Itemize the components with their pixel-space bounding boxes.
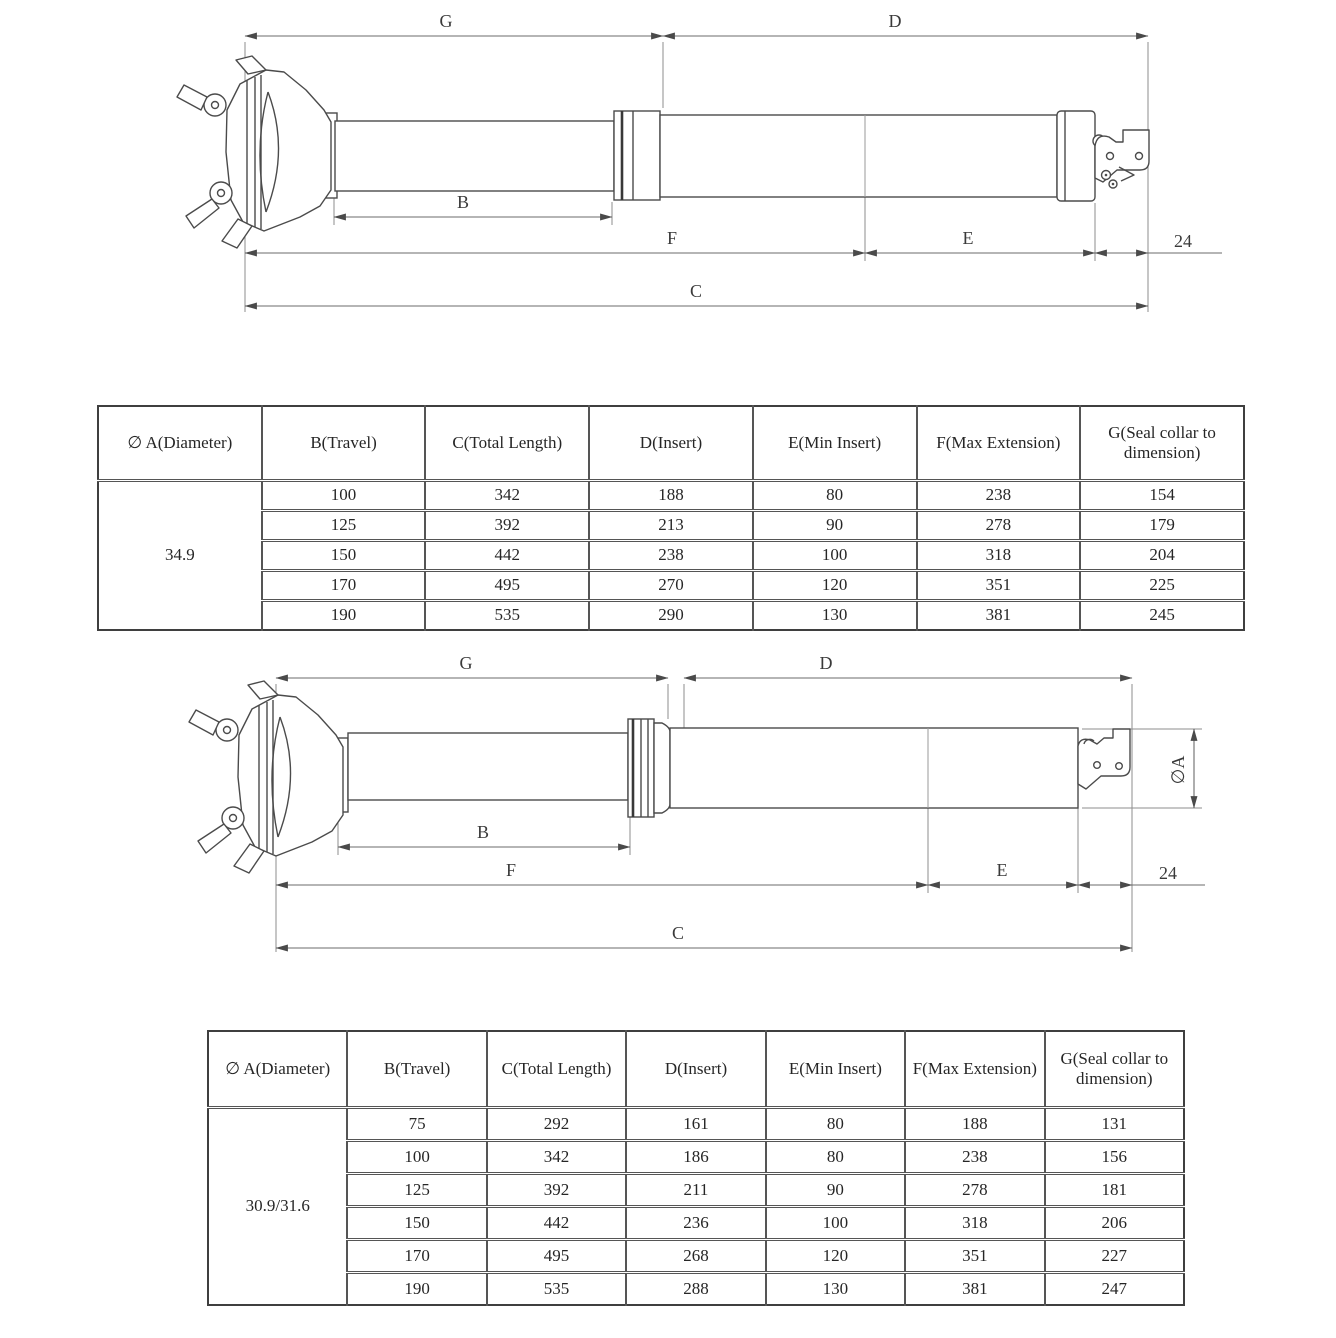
dim-label-D: D xyxy=(888,11,902,31)
seatpost-body xyxy=(318,719,1078,817)
table-row xyxy=(208,1174,1184,1207)
cell: 535 xyxy=(487,1273,626,1306)
cell: 495 xyxy=(487,1240,626,1273)
bolt-hole xyxy=(1094,762,1101,769)
dim-label-G: G xyxy=(459,653,473,673)
cell: 238 xyxy=(905,1141,1044,1174)
saddle-clamp-head xyxy=(189,681,343,873)
col-header-seal-collar: G(Seal collar to dimension) xyxy=(1045,1031,1184,1108)
lower-tube xyxy=(670,728,1078,808)
col-header-min-insert: E(Min Insert) xyxy=(753,406,917,481)
seal-collar-taper xyxy=(654,723,670,813)
cell: 154 xyxy=(1080,481,1244,511)
table-row xyxy=(208,1108,1184,1141)
diameter-value: 30.9/31.6 xyxy=(245,1196,310,1216)
table-row xyxy=(98,601,1244,631)
cell: 392 xyxy=(487,1174,626,1207)
cell: 90 xyxy=(766,1174,905,1207)
dim-label-D: D xyxy=(819,653,833,673)
cable-actuator xyxy=(1078,729,1130,789)
cell: 442 xyxy=(487,1207,626,1240)
dim-label-F: F xyxy=(666,228,678,248)
table-row xyxy=(208,1141,1184,1174)
cell: 213 xyxy=(589,511,753,541)
rail-arm-lower xyxy=(186,199,219,228)
col-header-total-length: C(Total Length) xyxy=(487,1031,626,1108)
cell: 130 xyxy=(753,601,917,631)
spec-table-header xyxy=(98,406,1244,481)
cell: 268 xyxy=(626,1240,765,1273)
bolt-hole xyxy=(1107,153,1114,160)
table-row xyxy=(98,481,1244,511)
cell: 238 xyxy=(917,481,1081,511)
table-row xyxy=(208,1207,1184,1240)
cell: 170 xyxy=(347,1240,486,1273)
dim-label-24: 24 xyxy=(1174,231,1192,251)
cell: 238 xyxy=(589,541,753,571)
col-header-max-extension: F(Max Extension) xyxy=(917,406,1081,481)
cell: 318 xyxy=(917,541,1081,571)
cell: 170 xyxy=(262,571,426,601)
cell: 211 xyxy=(626,1174,765,1207)
cell: 80 xyxy=(766,1141,905,1174)
diameter-value: 34.9 xyxy=(164,545,195,565)
cell: 179 xyxy=(1080,511,1244,541)
cell: 120 xyxy=(753,571,917,601)
dim-label-B: B xyxy=(456,192,470,212)
seatpost-diagram-top xyxy=(0,0,1336,360)
cell: 278 xyxy=(905,1174,1044,1207)
cell: 190 xyxy=(347,1273,486,1306)
cell: 225 xyxy=(1080,571,1244,601)
cell: 342 xyxy=(487,1141,626,1174)
col-header-diameter: ∅ A(Diameter) xyxy=(208,1031,347,1108)
saddle-clamp-head xyxy=(177,56,331,248)
rail-arm-upper xyxy=(177,85,207,110)
cell: 181 xyxy=(1045,1174,1184,1207)
cell: 100 xyxy=(262,481,426,511)
end-collar xyxy=(1057,111,1095,201)
cell: 381 xyxy=(917,601,1081,631)
spec-table-30-9-31-6 xyxy=(207,1030,1185,1306)
cell: 100 xyxy=(753,541,917,571)
cell: 188 xyxy=(589,481,753,511)
dim-label-diameter-A: ∅A xyxy=(1168,755,1188,785)
rail-arm-lower xyxy=(198,824,231,853)
dim-label-E: E xyxy=(962,228,974,248)
cell: 120 xyxy=(766,1240,905,1273)
cell: 270 xyxy=(589,571,753,601)
cell: 80 xyxy=(766,1108,905,1141)
col-header-travel: B(Travel) xyxy=(347,1031,486,1108)
table-row xyxy=(98,511,1244,541)
cell: 245 xyxy=(1080,601,1244,631)
cell: 150 xyxy=(347,1207,486,1240)
extension-lines xyxy=(276,684,1202,952)
cell: 186 xyxy=(626,1141,765,1174)
dim-label-24: 24 xyxy=(1159,863,1177,883)
cell: 131 xyxy=(1045,1108,1184,1141)
col-header-travel: B(Travel) xyxy=(262,406,426,481)
cell: 90 xyxy=(753,511,917,541)
dim-label-F: F xyxy=(505,860,517,880)
cell: 381 xyxy=(905,1273,1044,1306)
col-header-diameter: ∅ A(Diameter) xyxy=(98,406,262,481)
dim-label-C: C xyxy=(671,923,685,943)
table-row xyxy=(98,541,1244,571)
cell: 190 xyxy=(262,601,426,631)
cell: 288 xyxy=(626,1273,765,1306)
col-header-max-extension: F(Max Extension) xyxy=(905,1031,1044,1108)
col-header-insert: D(Insert) xyxy=(589,406,753,481)
dim-label-B: B xyxy=(476,822,490,842)
col-header-insert: D(Insert) xyxy=(626,1031,765,1108)
cell: 125 xyxy=(262,511,426,541)
table-row xyxy=(98,571,1244,601)
cell: 318 xyxy=(905,1207,1044,1240)
lower-tube xyxy=(660,115,1057,197)
spec-table-34-9 xyxy=(97,405,1245,631)
cell: 150 xyxy=(262,541,426,571)
clamp-top-tab xyxy=(236,56,266,74)
cell: 236 xyxy=(626,1207,765,1240)
cell: 392 xyxy=(425,511,589,541)
cell: 247 xyxy=(1045,1273,1184,1306)
cell: 342 xyxy=(425,481,589,511)
clamp-top-tab xyxy=(248,681,278,699)
table-row xyxy=(208,1240,1184,1273)
cell: 290 xyxy=(589,601,753,631)
rail-arm-upper xyxy=(189,710,219,735)
cell: 351 xyxy=(905,1240,1044,1273)
table-row xyxy=(208,1273,1184,1306)
dim-label-E: E xyxy=(996,860,1008,880)
cable-actuator xyxy=(1093,130,1149,188)
spec-table-header xyxy=(208,1031,1184,1108)
cell: 75 xyxy=(347,1108,486,1141)
cell: 278 xyxy=(917,511,1081,541)
upper-tube xyxy=(335,121,614,191)
col-header-total-length: C(Total Length) xyxy=(425,406,589,481)
cell: 125 xyxy=(347,1174,486,1207)
cell: 100 xyxy=(347,1141,486,1174)
col-header-min-insert: E(Min Insert) xyxy=(766,1031,905,1108)
dim-label-G: G xyxy=(439,11,453,31)
cell: 351 xyxy=(917,571,1081,601)
cell: 495 xyxy=(425,571,589,601)
cell: 80 xyxy=(753,481,917,511)
cell: 100 xyxy=(766,1207,905,1240)
cell: 227 xyxy=(1045,1240,1184,1273)
cell: 188 xyxy=(905,1108,1044,1141)
seatpost-diagram-bottom xyxy=(0,650,1336,980)
cell: 161 xyxy=(626,1108,765,1141)
col-header-seal-collar: G(Seal collar to dimension) xyxy=(1080,406,1244,481)
bolt-hole xyxy=(1136,153,1143,160)
cell: 535 xyxy=(425,601,589,631)
upper-tube xyxy=(348,733,628,800)
cell: 204 xyxy=(1080,541,1244,571)
cell: 156 xyxy=(1045,1141,1184,1174)
cell: 206 xyxy=(1045,1207,1184,1240)
cell: 130 xyxy=(766,1273,905,1306)
seatpost-body xyxy=(305,111,1095,201)
cell: 442 xyxy=(425,541,589,571)
cell: 292 xyxy=(487,1108,626,1141)
dim-label-C: C xyxy=(689,281,703,301)
bolt-hole xyxy=(1116,763,1123,770)
